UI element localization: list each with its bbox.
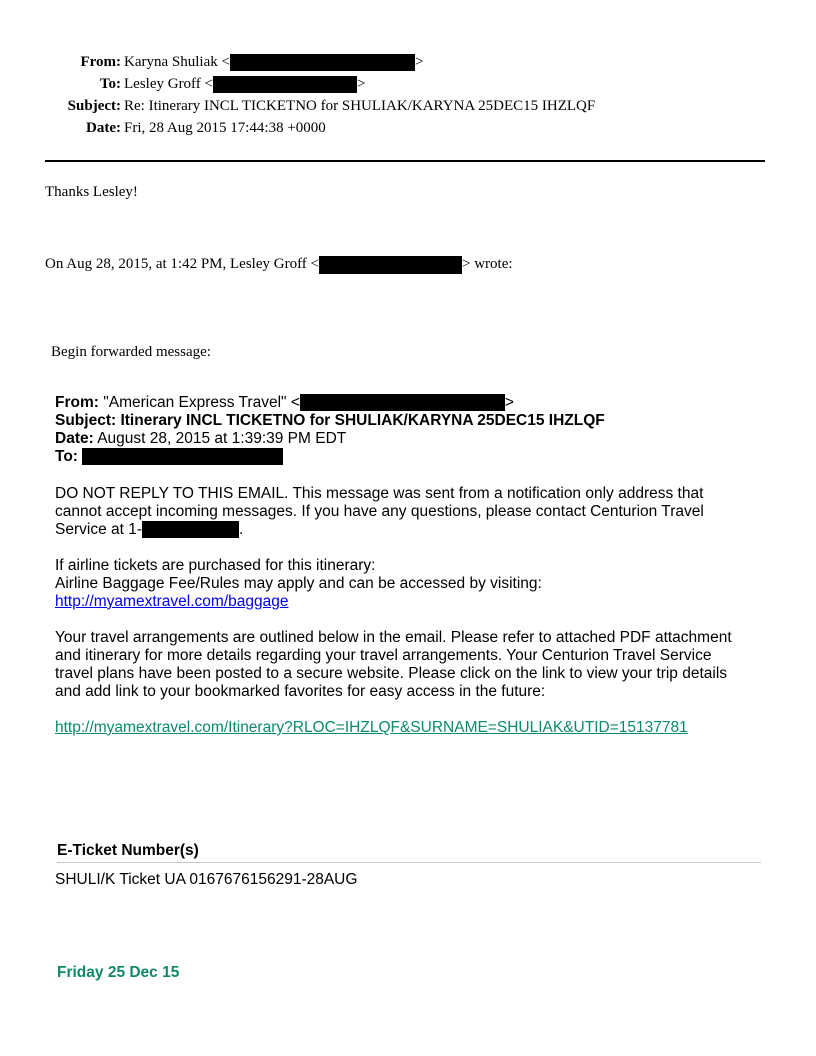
from-value: Karyna Shuliak < (124, 54, 230, 70)
date-label: Date: (86, 120, 121, 136)
notice-period: . (239, 521, 244, 538)
arrangements-line-3: travel plans have been posted to a secure website. Please click on the link to view your trip details (55, 665, 728, 682)
day-heading: Friday 25 Dec 15 (57, 964, 180, 981)
redaction-box (300, 394, 505, 411)
fwd-date-row (55, 430, 346, 448)
fwd-from-close: > (504, 394, 514, 411)
redaction-box (230, 54, 415, 71)
quote-attribution (45, 255, 513, 274)
header-from-row (0, 53, 700, 71)
fwd-date-label: Date: (55, 430, 94, 447)
notice-phone-prefix: Service at 1- (55, 521, 143, 538)
notice-line-3 (55, 521, 243, 539)
redaction-box (142, 521, 239, 538)
header-subject-row (0, 97, 760, 115)
fwd-from-value: "American Express Travel" < (103, 394, 300, 411)
baggage-line-1: If airline tickets are purchased for this itinerary: (55, 557, 376, 574)
forward-intro: Begin forwarded message: (51, 344, 211, 360)
eticket-divider (57, 862, 761, 863)
subject-label: Subject: (67, 98, 121, 114)
header-to-row (0, 75, 700, 93)
eticket-value: SHULI/K Ticket UA 0167676156291-28AUG (55, 871, 358, 888)
quote-suffix: > wrote: (462, 256, 513, 272)
reply-body: Thanks Lesley! (45, 184, 138, 200)
fwd-date-value: August 28, 2015 at 1:39:39 PM EDT (97, 430, 347, 447)
to-value: Lesley Groff < (124, 76, 213, 92)
redaction-box (319, 256, 462, 274)
notice-line-1: DO NOT REPLY TO THIS EMAIL. This message was sent from a notification only address that (55, 485, 704, 502)
baggage-link[interactable]: http://myamextravel.com/baggage (55, 593, 289, 610)
arrangements-line-1: Your travel arrangements are outlined below in the email. Please refer to attached PDF attachment (55, 629, 732, 646)
fwd-from-row (55, 394, 514, 412)
from-close: > (414, 54, 424, 70)
fwd-subject-label: Subject: (55, 412, 117, 429)
date-value: Fri, 28 Aug 2015 17:44:38 +0000 (124, 120, 326, 136)
quote-prefix: On Aug 28, 2015, at 1:42 PM, Lesley Groff < (45, 256, 319, 272)
arrangements-line-4: and add link to your bookmarked favorites for easy access in the future: (55, 683, 546, 700)
fwd-from-label: From: (55, 394, 99, 411)
itinerary-link[interactable]: http://myamextravel.com/Itinerary?RLOC=IHZLQF&SURNAME=SHULIAK&UTID=15137781 (55, 719, 688, 736)
arrangements-line-2: and itinerary for more details regarding your travel arrangements. Your Centurion Travel Service (55, 647, 712, 664)
redaction-box (213, 76, 357, 93)
header-date-row (0, 119, 700, 137)
eticket-heading: E-Ticket Number(s) (57, 842, 199, 859)
to-close: > (357, 76, 366, 92)
fwd-subject-value: Itinerary INCL TICKETNO for SHULIAK/KARYNA 25DEC15 IHZLQF (120, 412, 605, 429)
fwd-to-label: To: (55, 448, 78, 465)
subject-value: Re: Itinerary INCL TICKETNO for SHULIAK/KARYNA 25DEC15 IHZLQF (124, 98, 596, 114)
redaction-box (82, 448, 283, 465)
from-label: From: (80, 54, 121, 70)
header-divider (45, 160, 765, 162)
fwd-to-row (55, 448, 283, 466)
fwd-subject-row (55, 412, 605, 430)
baggage-line-2: Airline Baggage Fee/Rules may apply and can be accessed by visiting: (55, 575, 542, 592)
notice-line-2: cannot accept incoming messages. If you have any questions, please contact Centurion Travel (55, 503, 704, 520)
to-label: To: (99, 76, 121, 92)
